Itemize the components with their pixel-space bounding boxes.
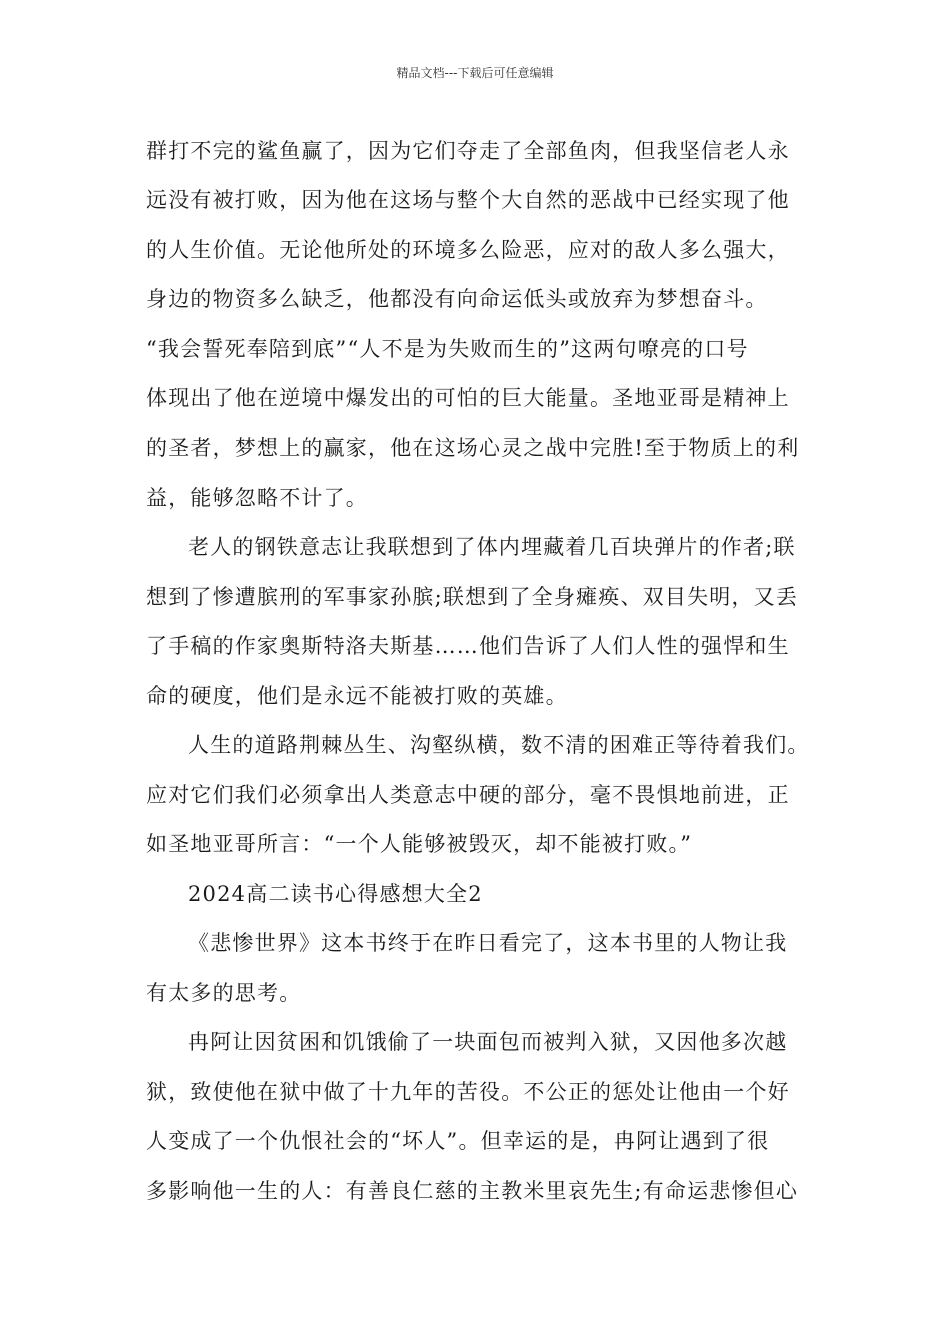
text-line: 如圣地亚哥所言：“一个人能够被毁灭，却不能被打败。”	[146, 832, 693, 856]
text-line: 益，能够忽略不计了。	[146, 486, 368, 510]
page-header: 精品文档---下载后可任意编辑	[396, 66, 554, 80]
text-line: 了手稿的作家奥斯特洛夫斯基……他们告诉了人们人性的强悍和生	[146, 634, 790, 658]
text-line: 人变成了一个仇恨社会的“坏人”。但幸运的是，冉阿让遇到了很	[146, 1129, 770, 1153]
paragraph-first-line: 人生的道路荆棘丛生、沟壑纵横，数不清的困难正等待着我们。	[188, 733, 810, 757]
text-line: 多影响他一生的人：有善良仁慈的主教米里哀先生;有命运悲惨但心	[146, 1179, 799, 1203]
text-line: 身边的物资多么缺乏，他都没有向命运低头或放弃为梦想奋斗。	[146, 287, 768, 311]
text-line: 有太多的思考。	[146, 981, 302, 1005]
text-line: 远没有被打败，因为他在这场与整个大自然的恶战中已经实现了他	[146, 188, 790, 212]
text-line: 应对它们我们必须拿出人类意志中硬的部分，毫不畏惧地前进，正	[146, 783, 790, 807]
paragraph-first-line: 《悲惨世界》这本书终于在昨日看完了，这本书里的人物让我	[188, 931, 788, 955]
text-line: 狱，致使他在狱中做了十九年的苦役。不公正的惩处让他由一个好	[146, 1080, 790, 1104]
text-line: 群打不完的鲨鱼赢了，因为它们夺走了全部鱼肉，但我坚信老人永	[146, 139, 790, 163]
paragraph-first-line: 冉阿让因贫困和饥饿偷了一块面包而被判入狱，又因他多次越	[188, 1030, 788, 1054]
text-line: “我会誓死奉陪到底”“人不是为失败而生的”这两句嘹亮的口号	[146, 337, 749, 361]
text-line: 想到了惨遭膑刑的军事家孙膑;联想到了全身瘫痪、双目失明，又丢	[146, 585, 799, 609]
text-line: 命的硬度，他们是永远不能被打败的英雄。	[146, 684, 568, 708]
text-line: 体现出了他在逆境中爆发出的可怕的巨大能量。圣地亚哥是精神上	[146, 386, 790, 410]
text-line: 的圣者，梦想上的赢家，他在这场心灵之战中完胜!至于物质上的利	[146, 436, 800, 460]
section-title: 2024高二读书心得感想大全2	[188, 882, 483, 906]
text-line: 的人生价值。无论他所处的环境多么险恶，应对的敌人多么强大，	[146, 238, 790, 262]
paragraph-first-line: 老人的钢铁意志让我联想到了体内埋藏着几百块弹片的作者;联	[188, 535, 796, 559]
